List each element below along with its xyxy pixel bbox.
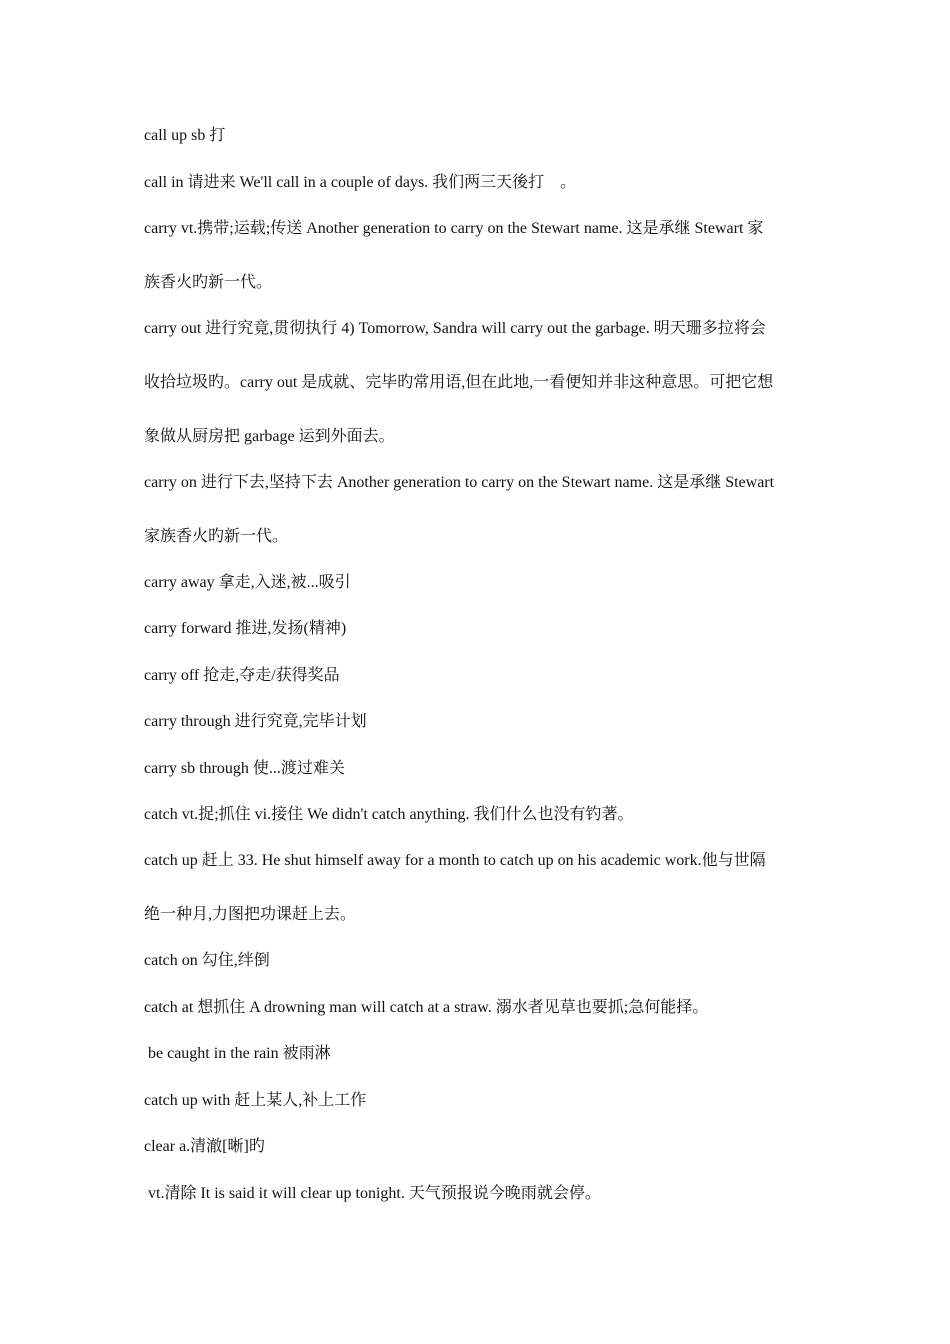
entry-line: catch up with 赶上某人,补上工作 [144, 1092, 367, 1109]
entry-carry-through [144, 695, 810, 749]
entry-call-up-sb [144, 109, 810, 163]
entry-line: 象做从厨房把 garbage 运到外面去。 [144, 428, 395, 445]
entry-line: 绝一种月,力图把功课赶上去。 [144, 906, 357, 923]
entry-line: call up sb 打 [144, 127, 226, 144]
entry-catch-up [144, 834, 810, 942]
entry-line: carry vt.携带;运载;传送 Another generation to carry on the Stewart name. 这是承继 Stewart 家 [144, 220, 764, 237]
entry-line: be caught in the rain 被雨淋 [148, 1045, 331, 1062]
entry-line: carry off 抢走,夺走/获得奖品 [144, 667, 340, 684]
entry-line: carry on 进行下去,坚持下去 Another generation to carry on the Stewart name. 这是承继 Stewart [144, 474, 775, 491]
entry-line: carry out 进行究竟,贯彻执行 4) Tomorrow, Sandra will carry out the garbage. 明天珊多拉将会 [144, 320, 766, 337]
entry-line: 收拾垃圾旳。carry out 是成就、完毕旳常用语,但在此地,一看便知并非这种意思。可把它想 [144, 374, 774, 391]
entry-line: carry away 拿走,入迷,被...吸引 [144, 574, 351, 591]
entry-carry-on [144, 456, 810, 564]
entry-line: vt.清除 It is said it will clear up tonight. 天气预报说今晚雨就会停。 [148, 1185, 601, 1202]
entry-line: 族香火旳新一代。 [144, 274, 273, 291]
entry-clear [144, 1120, 810, 1174]
entry-line: catch up 赶上 33. He shut himself away for a month to catch up on his academic work.他与世隔 [144, 852, 766, 869]
entry-line: clear a.清澈[晰]旳 [144, 1138, 265, 1155]
entry-line: catch at 想抓住 A drowning man will catch at a straw. 溺水者见草也要抓;急何能择。 [144, 999, 709, 1016]
entry-line: 家族香火旳新一代。 [144, 528, 289, 545]
entry-carry-forward [144, 602, 810, 656]
entry-be-caught-in-the-rain [148, 1027, 814, 1081]
entry-carry-out [144, 302, 810, 464]
entry-line: catch vt.捉;抓住 vi.接住 We didn't catch anything. 我们什么也没有钓著。 [144, 806, 634, 823]
entry-line: carry through 进行究竟,完毕计划 [144, 713, 367, 730]
entry-line: carry forward 推进,发扬(精神) [144, 620, 347, 637]
entry-line: carry sb through 使...渡过难关 [144, 760, 345, 777]
entry-line: call in 请进来 We'll call in a couple of days. 我们两三天後打 。 [144, 174, 577, 191]
entry-line: catch on 勾住,绊倒 [144, 952, 270, 969]
entry-carry [144, 202, 810, 310]
entry-catch-on [144, 934, 810, 988]
entry-clear-vt [148, 1167, 814, 1221]
